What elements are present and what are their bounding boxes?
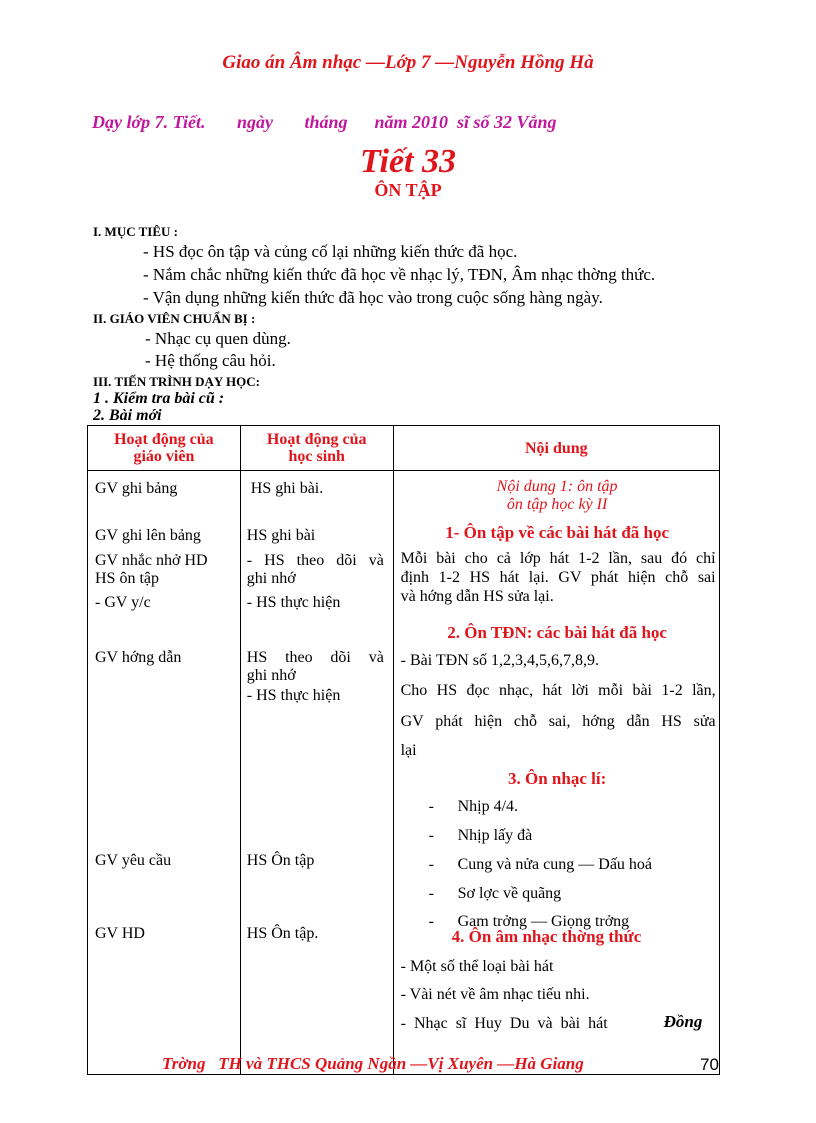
student-activity: - HS thực hiện <box>246 594 341 611</box>
student-column-header: Hoạt động của học sinh <box>240 426 393 471</box>
topic-paragraph-line: - Bài TĐN số 1,2,3,4,5,6,7,8,9. <box>400 652 599 669</box>
teacher-activities-cell <box>88 471 241 1075</box>
student-activity: ghi nhớ <box>246 570 296 587</box>
topic-heading-sight-reading: 2. Ôn TĐN: các bài hát đã học <box>447 623 667 642</box>
list-item: Nhịp lấy đà <box>457 827 533 844</box>
subsection-new-lesson: 2. Bài mới <box>93 407 162 424</box>
topic-paragraph-line: và hớng dẫn HS sửa lại. <box>400 588 554 605</box>
topic-paragraph-line: Cho HS đọc nhạc, hát lời mỗi bài 1-2 lần, <box>400 682 716 699</box>
student-activity: - HS thực hiện <box>246 687 341 704</box>
prep-item: - Hệ thống câu hỏi. <box>145 351 276 370</box>
list-item: Nhịp 4/4. <box>457 798 519 815</box>
teacher-activity: GV hớng dẫn <box>95 649 182 666</box>
student-activity: HS ghi bài <box>246 527 316 544</box>
prep-item: - Nhạc cụ quen dùng. <box>145 329 291 348</box>
topic-heading-music-theory: 3. Ôn nhạc lí: <box>507 769 607 788</box>
subsection-old-lesson: 1 . Kiểm tra bài cũ : <box>93 390 225 407</box>
topic-paragraph-line: - Vài nét về âm nhạc tiếu nhi. <box>400 986 590 1003</box>
content-block-subtitle: ôn tập học kỳ II <box>506 496 608 513</box>
page-number: 70 <box>700 1055 719 1074</box>
topic-paragraph-line: - Một số thể loại bài hát <box>400 958 554 975</box>
list-item: Cung và nửa cung — Dấu hoá <box>457 856 653 873</box>
section-3-heading: III. TIẾN TRÌNH DẠY HỌC: <box>93 374 260 389</box>
topic-paragraph-line: lại <box>400 742 417 759</box>
student-activity: HS ghi bài. <box>250 480 324 497</box>
page-header: Giao án Âm nhạc —Lớp 7 —Nguyễn Hồng Hà <box>222 52 594 73</box>
student-activity: HS Ôn tập. <box>246 925 319 942</box>
objective-item: - HS đọc ôn tập và củng cố lại những kiến thức đã học. <box>143 242 518 261</box>
student-activity: HS theo dõi và <box>246 649 384 666</box>
list-item: Sơ lợc về quãng <box>457 885 562 902</box>
teacher-activity: GV ghi bảng <box>95 480 178 497</box>
list-bullet: - <box>428 827 434 844</box>
list-bullet: - <box>428 798 434 815</box>
page-footer: Trờng TH và THCS Quảng Ngần —Vị Xuyên —Hà Giang <box>162 1054 584 1073</box>
student-activities-cell <box>240 471 393 1075</box>
list-bullet: - <box>428 856 434 873</box>
topic-paragraph-line: Mỗi bài cho cả lớp hát 1-2 lần, sau đó chỉ <box>400 550 716 567</box>
lesson-subtitle: ÔN TẬP <box>374 180 442 200</box>
section-1-heading: I. MỤC TIÊU : <box>93 224 178 239</box>
student-activity: - HS theo dõi và <box>246 552 384 569</box>
lesson-activity-table <box>87 425 720 1075</box>
teacher-activity: HS ôn tập <box>95 570 159 587</box>
teacher-activity: - GV y/c <box>95 594 151 611</box>
song-name-fragment: Đồng <box>663 1012 703 1031</box>
topic-paragraph-line: định 1-2 HS hát lại. GV phát hiện chỗ sai <box>400 569 716 586</box>
table-body-row <box>88 471 720 1075</box>
topic-paragraph-line: GV phát hiện chỗ sai, hớng dẫn HS sửa <box>400 713 716 730</box>
teacher-activity: GV nhắc nhở HD <box>95 552 208 569</box>
table-header-row <box>88 426 720 471</box>
student-activity: HS Ôn tập <box>246 852 315 869</box>
objective-item: - Vận dụng những kiến thức đã học vào trong cuộc sống hàng ngày. <box>143 288 603 307</box>
teacher-column-header: Hoạt động của giáo viên <box>88 426 241 471</box>
list-item: Gam trởng — Giọng trởng <box>457 913 630 930</box>
section-2-heading: II. GIÁO VIÊN CHUẨN BỊ : <box>93 311 256 326</box>
teacher-activity: GV HD <box>95 925 145 942</box>
teacher-activity: GV ghi lên bảng <box>95 527 201 544</box>
list-bullet: - <box>428 913 434 930</box>
content-cell <box>393 471 719 1075</box>
objective-item: - Nắm chắc những kiến thức đã học về nhạc lý, TĐN, Âm nhạc thờng thức. <box>143 265 656 284</box>
lesson-title: Tiết 33 <box>360 143 456 180</box>
topic-paragraph-line: - Nhạc sĩ Huy Du và bài hát <box>400 1015 608 1032</box>
content-block-title: Nội dung 1: ôn tập <box>496 478 618 495</box>
content-column-header: Nội dung <box>393 426 719 471</box>
topic-heading-music-knowledge: 4. Ôn âm nhạc thờng thức <box>451 927 642 946</box>
list-bullet: - <box>428 885 434 902</box>
teacher-activity: GV yêu cầu <box>95 852 172 869</box>
student-activity: ghi nhớ <box>246 667 296 684</box>
topic-heading-songs: 1- Ôn tập về các bài hát đã học <box>445 523 670 542</box>
class-date-line: Dạy lớp 7. Tiết. ngày tháng năm 2010 sĩ số 32 Vắng <box>92 112 557 132</box>
